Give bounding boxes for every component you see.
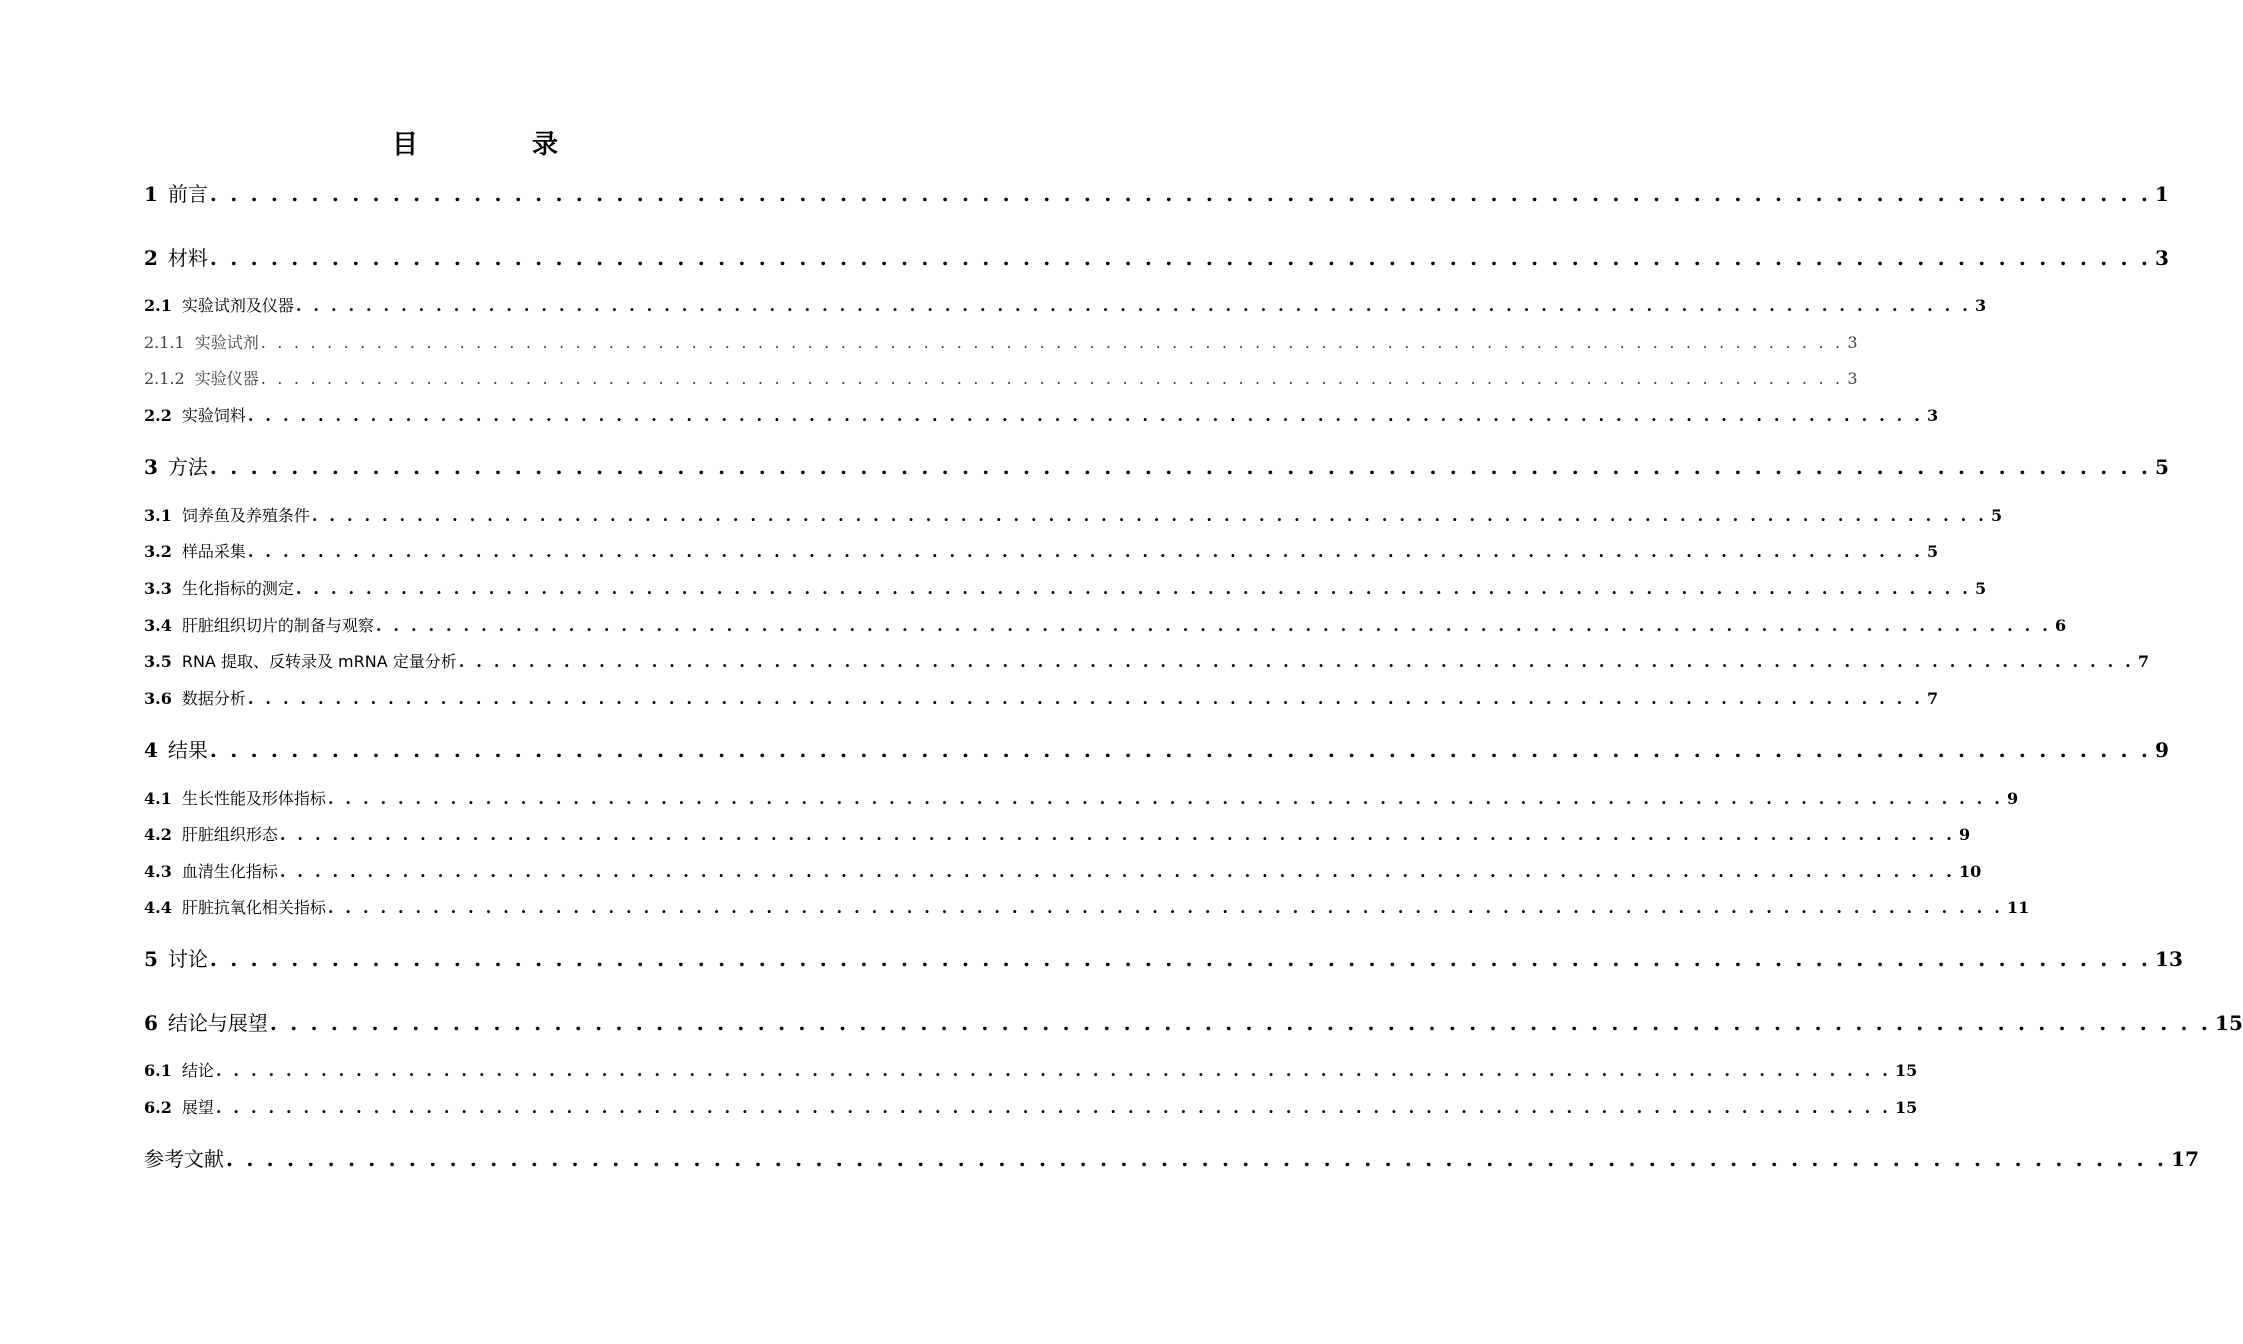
dot-leader: . . . . . . . . . . . . . . . . . . . . . . . . . . . . . . . . . . . . . . . . . . . . . . . . . . . . . . . . . . . . . . . . . . . . . . . . . . . . . . . . . . . . . . . . . . . . . . . . bbox=[215, 1061, 1891, 1080]
toc-entry-title: 讨论 bbox=[167, 947, 208, 971]
toc-entry-title: 生化指标的测定 bbox=[181, 579, 294, 598]
toc-entry-number: 6 bbox=[144, 1011, 158, 1035]
toc-entry-title: 血清生化指标 bbox=[181, 862, 278, 881]
dot-leader: . . . . . . . . . . . . . . . . . . . . . . . . . . . . . . . . . . . . . . . . . . . . . . . . . . . . . . . . . . . . . . . . . . . . . . . . . . . . . . . . . . . . . . . . . . . . . . . . bbox=[260, 369, 1844, 388]
dot-leader: . . . . . . . . . . . . . . . . . . . . . . . . . . . . . . . . . . . . . . . . . . . . . . . . . . . . . . . . . . . . . . . . . . . . . . . . . . . . . . . . . . . . . . . . . . . . . . . . bbox=[311, 506, 1987, 525]
toc-entry[interactable] bbox=[144, 242, 2169, 271]
toc-entry-page: 9 bbox=[2007, 789, 2019, 808]
toc-entry[interactable] bbox=[144, 943, 2183, 972]
toc-entry-page: 13 bbox=[2155, 947, 2183, 971]
toc-entry-number: 2.2 bbox=[144, 406, 172, 425]
toc-entry-number: 3.5 bbox=[144, 652, 172, 671]
toc-entry-number: 4 bbox=[144, 738, 158, 762]
toc-entry-number: 3.3 bbox=[144, 579, 172, 598]
dot-leader: . . . . . . . . . . . . . . . . . . . . . . . . . . . . . . . . . . . . . . . . . . . . . . . . . . . . . . . . . . . . . . . . . . . . . . . . . . . . . . . . . . . . . . . . . . . . . . . . bbox=[279, 825, 1955, 844]
toc-entry-title: 材料 bbox=[167, 246, 208, 270]
dot-leader: . . . . . . . . . . . . . . . . . . . . . . . . . . . . . . . . . . . . . . . . . . . . . . . . . . . . . . . . . . . . . . . . . . . . . . . . . . . . . . . . . . . . . . . . . . . . . . . . bbox=[295, 296, 1971, 315]
toc-entry-page: 15 bbox=[2215, 1011, 2243, 1035]
toc-entry[interactable] bbox=[144, 649, 2150, 672]
toc-entry[interactable] bbox=[144, 686, 1939, 709]
toc-entry-title: 饲养鱼及养殖条件 bbox=[181, 506, 310, 525]
dot-leader: . . . . . . . . . . . . . . . . . . . . . . . . . . . . . . . . . . . . . . . . . . . . . . . . . . . . . . . . . . . . . . . . . . . . . . . . . . . . . . . . . . . . . . . . . . . . . . . . bbox=[269, 1011, 2212, 1035]
toc-entry-number: 3.6 bbox=[144, 689, 172, 708]
dot-leader: . . . . . . . . . . . . . . . . . . . . . . . . . . . . . . . . . . . . . . . . . . . . . . . . . . . . . . . . . . . . . . . . . . . . . . . . . . . . . . . . . . . . . . . . . . . . . . . . bbox=[247, 406, 1923, 425]
toc-entry-title: 肝脏抗氧化相关指标 bbox=[181, 898, 326, 917]
toc-entry-page: 17 bbox=[2171, 1147, 2199, 1171]
dot-leader: . . . . . . . . . . . . . . . . . . . . . . . . . . . . . . . . . . . . . . . . . . . . . . . . . . . . . . . . . . . . . . . . . . . . . . . . . . . . . . . . . . . . . . . . . . . . . . . . bbox=[209, 947, 2152, 971]
toc-entry-title: 参考文献 bbox=[144, 1147, 224, 1171]
toc-entry-title: 展望 bbox=[181, 1098, 214, 1117]
dot-leader: . . . . . . . . . . . . . . . . . . . . . . . . . . . . . . . . . . . . . . . . . . . . . . . . . . . . . . . . . . . . . . . . . . . . . . . . . . . . . . . . . . . . . . . . . . . . . . . . bbox=[247, 542, 1923, 561]
toc-entry-number: 3.4 bbox=[144, 616, 172, 635]
toc-entry-page: 15 bbox=[1895, 1061, 1918, 1080]
toc-entry-title: 结论与展望 bbox=[167, 1011, 268, 1035]
toc-entry-number: 2.1.2 bbox=[144, 369, 185, 388]
dot-leader: . . . . . . . . . . . . . . . . . . . . . . . . . . . . . . . . . . . . . . . . . . . . . . . . . . . . . . . . . . . . . . . . . . . . . . . . . . . . . . . . . . . . . . . . . . . . . . . . bbox=[209, 182, 2152, 206]
toc-entry-title: 方法 bbox=[167, 455, 208, 479]
toc-entry-page: 10 bbox=[1959, 862, 1982, 881]
toc-title: 目 录 bbox=[391, 130, 602, 160]
toc-entry[interactable] bbox=[144, 786, 2019, 809]
toc-entry[interactable] bbox=[144, 822, 1971, 845]
toc-entry-title: 数据分析 bbox=[181, 689, 246, 708]
toc-entry-page: 6 bbox=[2055, 616, 2067, 635]
toc-entry-page: 11 bbox=[2007, 898, 2030, 917]
toc-entry-number: 5 bbox=[144, 947, 158, 971]
dot-leader: . . . . . . . . . . . . . . . . . . . . . . . . . . . . . . . . . . . . . . . . . . . . . . . . . . . . . . . . . . . . . . . . . . . . . . . . . . . . . . . . . . . . . . . . . . . . . . . . bbox=[327, 789, 2003, 808]
toc-entry-title: 肝脏组织切片的制备与观察 bbox=[181, 616, 374, 635]
toc-entry-number: 4.1 bbox=[144, 789, 172, 808]
toc-entry-page: 5 bbox=[2155, 455, 2169, 479]
toc-entry-number: 2 bbox=[144, 246, 158, 270]
toc-entry-title: 样品采集 bbox=[181, 542, 246, 561]
dot-leader: . . . . . . . . . . . . . . . . . . . . . . . . . . . . . . . . . . . . . . . . . . . . . . . . . . . . . . . . . . . . . . . . . . . . . . . . . . . . . . . . . . . . . . . . . . . . . . . . bbox=[226, 1147, 2168, 1171]
toc-entry[interactable] bbox=[144, 403, 1939, 426]
toc-entry[interactable] bbox=[144, 734, 2169, 763]
toc-entry-page: 5 bbox=[1975, 579, 1987, 598]
dot-leader: . . . . . . . . . . . . . . . . . . . . . . . . . . . . . . . . . . . . . . . . . . . . . . . . . . . . . . . . . . . . . . . . . . . . . . . . . . . . . . . . . . . . . . . . . . . . . . . . bbox=[327, 898, 2003, 917]
toc-entry-title: 实验仪器 bbox=[194, 369, 259, 388]
toc-entry[interactable] bbox=[144, 895, 2030, 918]
toc-entry-number: 4.3 bbox=[144, 862, 172, 881]
toc-entry[interactable] bbox=[144, 576, 1987, 599]
dot-leader: . . . . . . . . . . . . . . . . . . . . . . . . . . . . . . . . . . . . . . . . . . . . . . . . . . . . . . . . . . . . . . . . . . . . . . . . . . . . . . . . . . . . . . . . . . . . . . . . bbox=[458, 652, 2134, 671]
toc-entry-page: 3 bbox=[1847, 369, 1858, 388]
toc-entry-title: 生长性能及形体指标 bbox=[181, 789, 326, 808]
toc-entry[interactable] bbox=[144, 293, 1987, 316]
toc-entry-number: 3 bbox=[144, 455, 158, 479]
toc-entry[interactable] bbox=[144, 1058, 1918, 1081]
toc-entry[interactable] bbox=[144, 1143, 2199, 1172]
toc-entry-page: 7 bbox=[2137, 652, 2150, 671]
toc-entry-page: 3 bbox=[2155, 246, 2169, 270]
dot-leader: . . . . . . . . . . . . . . . . . . . . . . . . . . . . . . . . . . . . . . . . . . . . . . . . . . . . . . . . . . . . . . . . . . . . . . . . . . . . . . . . . . . . . . . . . . . . . . . . bbox=[295, 579, 1971, 598]
toc-entry[interactable] bbox=[144, 859, 1982, 882]
toc-entry-title: RNA 提取、反转录及 mRNA 定量分析 bbox=[181, 652, 457, 671]
toc-entry-number: 4.4 bbox=[144, 898, 172, 917]
toc-entry-title: 实验饲料 bbox=[181, 406, 246, 425]
toc-entry-title: 结论 bbox=[181, 1061, 214, 1080]
toc-entry-number: 4.2 bbox=[144, 825, 172, 844]
dot-leader: . . . . . . . . . . . . . . . . . . . . . . . . . . . . . . . . . . . . . . . . . . . . . . . . . . . . . . . . . . . . . . . . . . . . . . . . . . . . . . . . . . . . . . . . . . . . . . . . bbox=[279, 862, 1955, 881]
toc-entry[interactable] bbox=[144, 1007, 2243, 1036]
toc-entry-page: 3 bbox=[1847, 333, 1858, 352]
dot-leader: . . . . . . . . . . . . . . . . . . . . . . . . . . . . . . . . . . . . . . . . . . . . . . . . . . . . . . . . . . . . . . . . . . . . . . . . . . . . . . . . . . . . . . . . . . . . . . . . bbox=[375, 616, 2051, 635]
toc-entry-number: 3.1 bbox=[144, 506, 172, 525]
toc-entry-page: 1 bbox=[2155, 182, 2169, 206]
toc-entry[interactable] bbox=[144, 330, 1858, 353]
toc-entry-page: 3 bbox=[1975, 296, 1987, 315]
toc-entry-title: 实验试剂 bbox=[194, 333, 259, 352]
dot-leader: . . . . . . . . . . . . . . . . . . . . . . . . . . . . . . . . . . . . . . . . . . . . . . . . . . . . . . . . . . . . . . . . . . . . . . . . . . . . . . . . . . . . . . . . . . . . . . . . bbox=[209, 738, 2152, 762]
toc-entry[interactable] bbox=[144, 178, 2169, 207]
toc-entry-page: 5 bbox=[1991, 506, 2003, 525]
toc-entry-page: 9 bbox=[1959, 825, 1971, 844]
toc-entry[interactable] bbox=[144, 503, 2003, 526]
toc-entry-number: 3.2 bbox=[144, 542, 172, 561]
toc-entry-title: 肝脏组织形态 bbox=[181, 825, 278, 844]
toc-entry-number: 6.1 bbox=[144, 1061, 172, 1080]
toc-entry-page: 7 bbox=[1927, 689, 1939, 708]
toc-entry-page: 9 bbox=[2155, 738, 2169, 762]
toc-entry-title: 前言 bbox=[167, 182, 208, 206]
toc-entry-number: 2.1 bbox=[144, 296, 172, 315]
toc-entry-number: 1 bbox=[144, 182, 158, 206]
toc-entry-title: 结果 bbox=[167, 738, 208, 762]
dot-leader: . . . . . . . . . . . . . . . . . . . . . . . . . . . . . . . . . . . . . . . . . . . . . . . . . . . . . . . . . . . . . . . . . . . . . . . . . . . . . . . . . . . . . . . . . . . . . . . . bbox=[247, 689, 1923, 708]
toc-entry[interactable] bbox=[144, 1095, 1918, 1118]
toc-entry-title: 实验试剂及仪器 bbox=[181, 296, 294, 315]
toc-entry-number: 2.1.1 bbox=[144, 333, 185, 352]
toc-entry[interactable] bbox=[144, 451, 2169, 480]
dot-leader: . . . . . . . . . . . . . . . . . . . . . . . . . . . . . . . . . . . . . . . . . . . . . . . . . . . . . . . . . . . . . . . . . . . . . . . . . . . . . . . . . . . . . . . . . . . . . . . . bbox=[209, 246, 2152, 270]
toc-entry[interactable] bbox=[144, 366, 1858, 389]
dot-leader: . . . . . . . . . . . . . . . . . . . . . . . . . . . . . . . . . . . . . . . . . . . . . . . . . . . . . . . . . . . . . . . . . . . . . . . . . . . . . . . . . . . . . . . . . . . . . . . . bbox=[209, 455, 2152, 479]
toc-entry-page: 5 bbox=[1927, 542, 1939, 561]
toc-entry[interactable] bbox=[144, 539, 1939, 562]
dot-leader: . . . . . . . . . . . . . . . . . . . . . . . . . . . . . . . . . . . . . . . . . . . . . . . . . . . . . . . . . . . . . . . . . . . . . . . . . . . . . . . . . . . . . . . . . . . . . . . . bbox=[215, 1098, 1891, 1117]
toc-entry[interactable] bbox=[144, 613, 2067, 636]
toc-entry-page: 15 bbox=[1895, 1098, 1918, 1117]
toc-entry-number: 6.2 bbox=[144, 1098, 172, 1117]
toc-entry-page: 3 bbox=[1927, 406, 1939, 425]
dot-leader: . . . . . . . . . . . . . . . . . . . . . . . . . . . . . . . . . . . . . . . . . . . . . . . . . . . . . . . . . . . . . . . . . . . . . . . . . . . . . . . . . . . . . . . . . . . . . . . . bbox=[260, 333, 1844, 352]
